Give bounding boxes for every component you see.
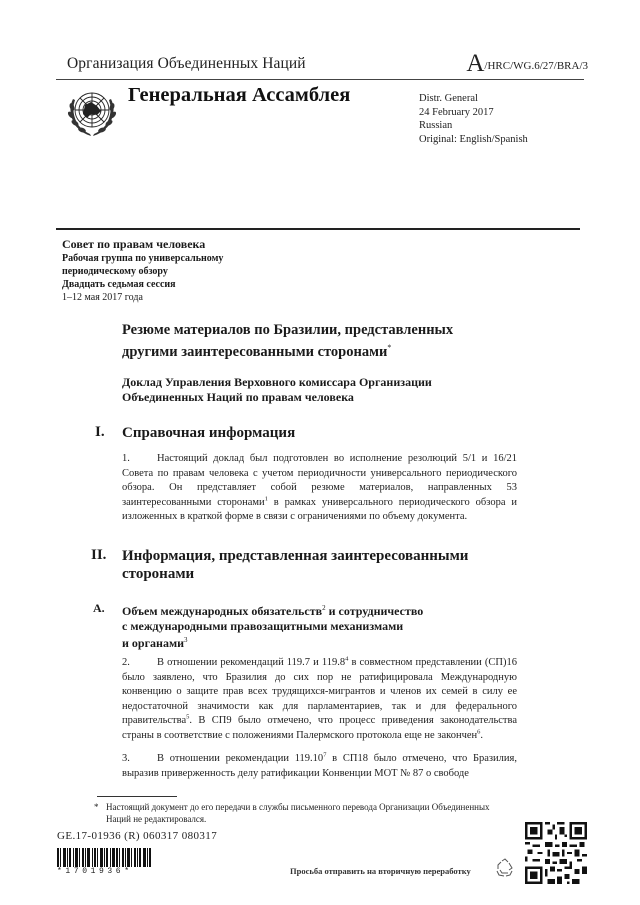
paragraph-number: 1. <box>122 453 130 464</box>
document-title <box>122 322 522 361</box>
section-rule <box>56 228 580 230</box>
footnote-ref[interactable]: 1 <box>264 495 268 502</box>
subtitle-line2: Объединенных Наций по правам человека <box>122 390 354 404</box>
qr-code-icon <box>525 822 587 884</box>
section-title-1: Справочная информация <box>122 425 296 441</box>
footnote-ref[interactable]: 7 <box>323 751 327 759</box>
paragraph-1 <box>122 452 517 525</box>
footnote-ref[interactable]: 2 <box>322 604 326 612</box>
council-name: Совет по правам человека <box>62 237 206 251</box>
document-symbol <box>466 50 588 78</box>
council-block <box>62 238 223 304</box>
subsection-text: и органами <box>122 636 185 650</box>
title-line1: Резюме материалов по Бразилии, представленных <box>122 322 454 338</box>
footnote-mark: * <box>94 802 99 812</box>
footnote-text: Настоящий документ до его передачи в службы письменного перевода Организации Объединенных Наций не редактировался. <box>106 802 490 824</box>
paragraph-number: 3. <box>122 753 130 764</box>
organization-name: Организация Объединенных Наций <box>67 55 306 72</box>
section-title-line1: Информация, представленная заинтересованными <box>122 548 469 564</box>
subsection-text: Объем международных обязательств <box>122 604 323 618</box>
subtitle-line1: Доклад Управления Верховного комиссара Организации <box>122 375 432 389</box>
working-group-line1: Рабочая группа по универсальному <box>62 253 224 264</box>
body-title: Генеральная Ассамблея <box>128 84 351 106</box>
barcode-number: *1701936* <box>57 867 133 876</box>
footnote-ref[interactable]: 6 <box>477 728 481 735</box>
document-reference: GE.17-01936 (R) 060317 080317 <box>57 830 218 842</box>
title-line2: другими заинтересованными сторонами <box>122 343 388 360</box>
section-title-2 <box>122 547 468 583</box>
distr-date: 24 February 2017 <box>419 106 494 118</box>
document-subtitle <box>122 375 522 405</box>
symbol-rest: /HRC/WG.6/27/BRA/3 <box>484 60 588 72</box>
session-name: Двадцать седьмая сессия <box>62 279 176 290</box>
paragraph-text: Настоящий доклад был подготовлен во исполнение резолюций 5/1 и 16/21 Совета по правам человека с учетом периодичности универсального периодического обзора. Он представляет собой резюме материалов, направленных 53 заинтересованными сторонами <box>122 453 517 508</box>
paragraph-text: . В СП9 было отмечено, что процесс приведения законодательства страны в соответствие с положениями Палермского протокола еще не закончен <box>122 715 517 741</box>
paragraph-2 <box>122 656 517 743</box>
footnote-ref[interactable]: 4 <box>345 655 349 663</box>
barcode-icon <box>57 848 155 867</box>
section-number-1: I. <box>95 424 105 440</box>
title-footnote-mark[interactable]: * <box>387 343 392 352</box>
footnote-ref[interactable]: 5 <box>186 713 190 721</box>
recycle-icon <box>494 857 516 879</box>
subsection-text: и сотрудничество <box>325 604 424 618</box>
session-dates: 1–12 мая 2017 года <box>62 292 143 303</box>
section-title-line2: сторонами <box>122 566 195 582</box>
subsection-title <box>122 601 423 651</box>
paragraph-text: В отношении рекомендации 119.10 <box>157 753 324 764</box>
footnote <box>94 801 516 825</box>
header-rule <box>56 79 584 80</box>
footnote-rule <box>97 796 177 797</box>
distribution-block <box>419 92 528 146</box>
section-number-2: II. <box>91 547 107 563</box>
un-emblem-icon <box>61 81 123 143</box>
subsection-text: с международными правозащитными механизмами <box>122 618 404 633</box>
working-group-line2: периодическому обзору <box>62 266 168 277</box>
distr-status: Distr. General <box>419 93 478 104</box>
paragraph-text: в рамках универсального периодического обзора и изложенных в краткой форме в связи с ограничениями по объему документа. <box>122 496 517 522</box>
paragraph-3 <box>122 752 517 781</box>
paragraph-text: в совместном представлении (СП)16 было заявлено, что Бразилия до сих пор не ратифицировала Международную конвенцию о защите прав всех трудящихся-мигрантов и членов их семей в силу ее недостаточной значимости как для парламентариев, так и для федерального правительства <box>122 657 517 726</box>
paragraph-number: 2. <box>122 657 130 668</box>
subsection-letter: A. <box>93 601 105 615</box>
distr-original: Original: English/Spanish <box>419 133 528 145</box>
recycle-notice: Просьба отправить на вторичную переработку <box>290 866 471 876</box>
distr-language: Russian <box>419 120 453 131</box>
paragraph-text: В отношении рекомендаций 119.7 и 119.8 <box>157 657 346 668</box>
symbol-prefix: A <box>466 50 485 77</box>
paragraph-text: в СП18 было отмечено, что Бразилия, выразив приверженность делу ратификации Конвенции МОТ № 87 о свободе <box>122 753 517 779</box>
footnote-ref[interactable]: 3 <box>184 636 188 644</box>
paragraph-text: . <box>480 729 484 741</box>
